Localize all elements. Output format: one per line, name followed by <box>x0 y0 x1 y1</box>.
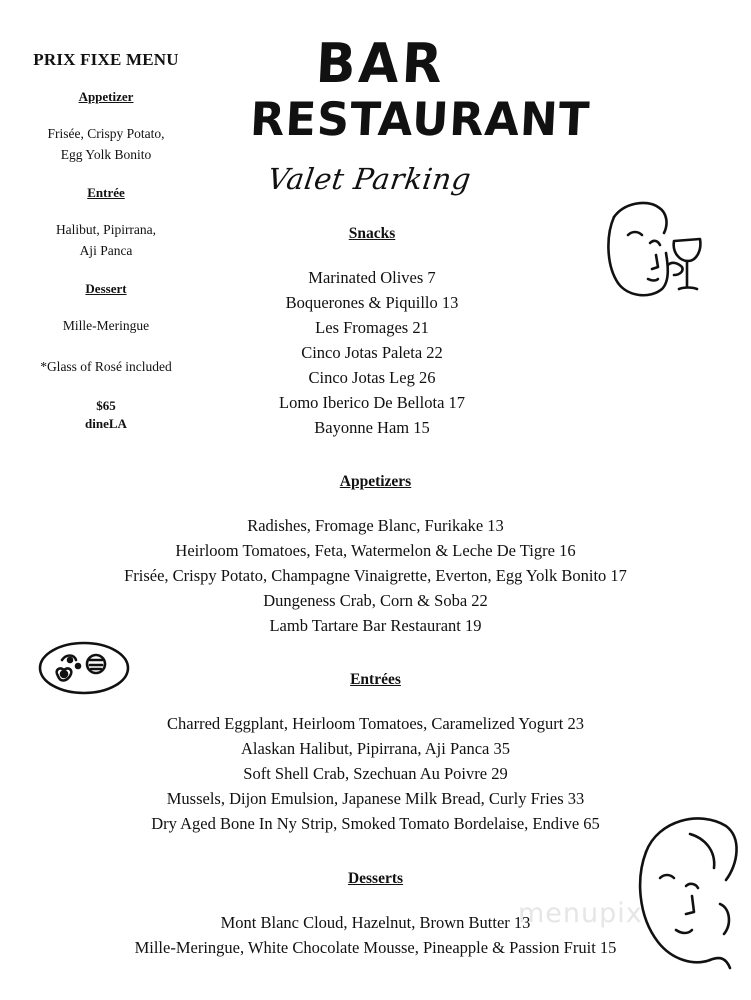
menu-item: Heirloom Tomatoes, Feta, Watermelon & Leche De Tigre 16 <box>175 541 576 560</box>
snacks-section <box>242 225 502 440</box>
prix-entree <box>0 219 212 261</box>
face-doodle <box>630 808 748 983</box>
prix-note-text: *Glass of Rosé included <box>40 359 172 374</box>
prix-appetizer-line: Frisée, Crispy Potato, <box>47 126 165 141</box>
watermark: menupix <box>518 898 643 929</box>
prix-dessert <box>0 315 212 336</box>
menu-item: Marinated Olives 7 <box>308 268 436 287</box>
logo-bar-text: BAR <box>314 32 447 96</box>
menu-item: Bayonne Ham 15 <box>314 418 430 437</box>
prix-price: $65 <box>96 398 116 413</box>
menu-item: Lomo Iberico De Bellota 17 <box>278 393 466 412</box>
menu-item: Mont Blanc Cloud, Hazelnut, Brown Butter 13 <box>220 913 531 932</box>
menu-item: Lamb Tartare Bar Restaurant 19 <box>269 616 482 635</box>
menu-item: Dungeness Crab, Corn & Soba 22 <box>263 591 488 610</box>
prix-fixe-title: PRIX FIXE MENU <box>33 50 179 69</box>
appetizers-heading: Appetizers <box>339 473 412 490</box>
prix-dessert-heading: Dessert <box>85 281 127 296</box>
menu-item: Frisée, Crispy Potato, Champagne Vinaigrette, Everton, Egg Yolk Bonito 17 <box>124 566 627 585</box>
menu-item: Les Fromages 21 <box>315 318 429 337</box>
menu-item: Mussels, Dijon Emulsion, Japanese Milk Bread, Curly Fries 33 <box>166 789 585 808</box>
prix-appetizer-heading: Appetizer <box>78 89 134 104</box>
face-with-wine-glass-doodle <box>600 195 715 310</box>
menu-item: Cinco Jotas Leg 26 <box>308 368 436 387</box>
snacks-heading: Snacks <box>348 225 396 242</box>
menu-item: Charred Eggplant, Heirloom Tomatoes, Caramelized Yogurt 23 <box>167 714 584 733</box>
menu-item: Radishes, Fromage Blanc, Furikake 13 <box>247 516 504 535</box>
prix-entree-line: Aji Panca <box>79 243 133 258</box>
menu-item: Mille-Meringue, White Chocolate Mousse, Pineapple & Passion Fruit 15 <box>134 938 617 957</box>
menu-item: Alaskan Halibut, Pipirrana, Aji Panca 35 <box>241 739 510 758</box>
menu-item: Dry Aged Bone In Ny Strip, Smoked Tomato Bordelaise, Endive 65 <box>151 814 600 833</box>
menu-item: Boquerones & Piquillo 13 <box>285 293 459 312</box>
prix-entree-line: Halibut, Pipirrana, <box>55 222 157 237</box>
prix-fixe-panel <box>0 50 212 433</box>
entrees-heading: Entrées <box>350 671 401 688</box>
prix-appetizer <box>0 123 212 165</box>
valet-parking-tagline: Valet Parking <box>265 162 474 196</box>
desserts-heading: Desserts <box>347 870 404 887</box>
prix-note <box>0 356 212 377</box>
prix-appetizer-line: Egg Yolk Bonito <box>60 147 152 162</box>
prix-event: dineLA <box>85 416 127 431</box>
prix-dessert-line: Mille-Meringue <box>62 318 150 333</box>
menu-item: Cinco Jotas Paleta 22 <box>301 343 443 362</box>
menu-item: Soft Shell Crab, Szechuan Au Poivre 29 <box>243 764 508 783</box>
prix-entree-heading: Entrée <box>87 185 125 200</box>
logo-restaurant-text: RESTAURANT <box>248 92 592 146</box>
plate-doodle <box>36 638 132 698</box>
appetizers-section <box>0 473 751 638</box>
